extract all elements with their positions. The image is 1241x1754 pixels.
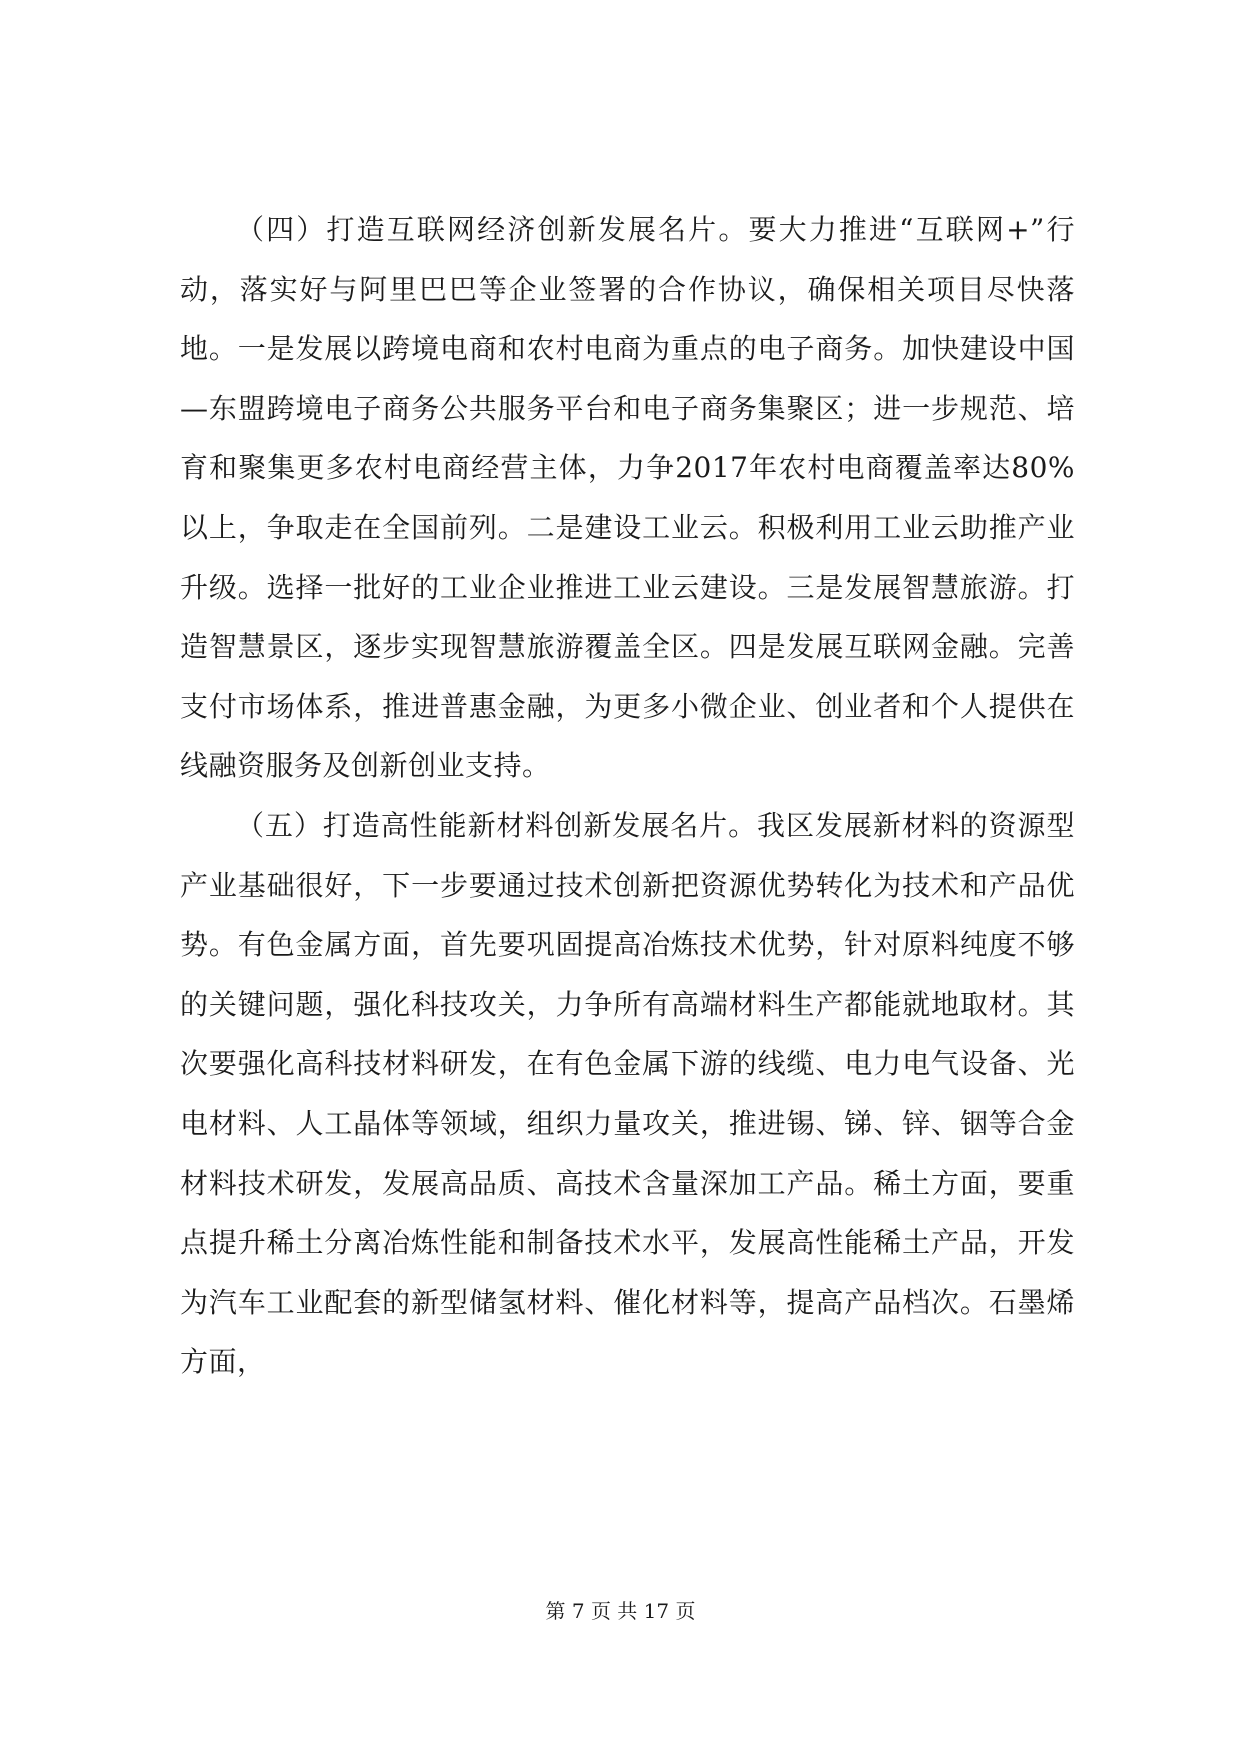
paragraph-section-4: （四）打造互联网经济创新发展名片。要大力推进“互联网+”行动，落实好与阿里巴巴等企业签署的合作协议，确保相关项目尽快落地。一是发展以跨境电商和农村电商为重点的电子商务。加快建设中国—东盟跨境电子商务公共服务平台和电子商务集聚区；进一步规范、培育和聚集更多农村电商经营主体，力争2017年农村电商覆盖率达80%以上，争取走在全国前列。二是建设工业云。积极利用工业云助推产业升级。选择一批好的工业企业推进工业云建设。三是发展智慧旅游。打造智慧景区，逐步实现智慧旅游覆盖全区。四是发展互联网金融。完善支付市场体系，推进普惠金融，为更多小微企业、创业者和个人提供在线融资服务及创新创业支持。 [180, 213, 1075, 783]
paragraph-section-5: （五）打造高性能新材料创新发展名片。我区发展新材料的资源型产业基础很好，下一步要通过技术创新把资源优势转化为技术和产品优势。有色金属方面，首先要巩固提高冶炼技术优势，针对原料纯度不够的关键问题，强化科技攻关，力争所有高端材料生产都能就地取材。其次要强化高科技材料研发，在有色金属下游的线缆、电力电气设备、光电材料、人工晶体等领域，组织力量攻关，推进锡、锑、锌、铟等合金材料技术研发，发展高品质、高技术含量深加工产品。稀土方面，要重点提升稀土分离冶炼性能和制备技术水平，发展高性能稀土产品，开发为汽车工业配套的新型储氢材料、催化材料等，提高产品档次。石墨烯方面， [180, 808, 1075, 1379]
page-number-footer: 第 7 页 共 17 页 [545, 1599, 696, 1623]
document-body [180, 200, 1075, 1392]
